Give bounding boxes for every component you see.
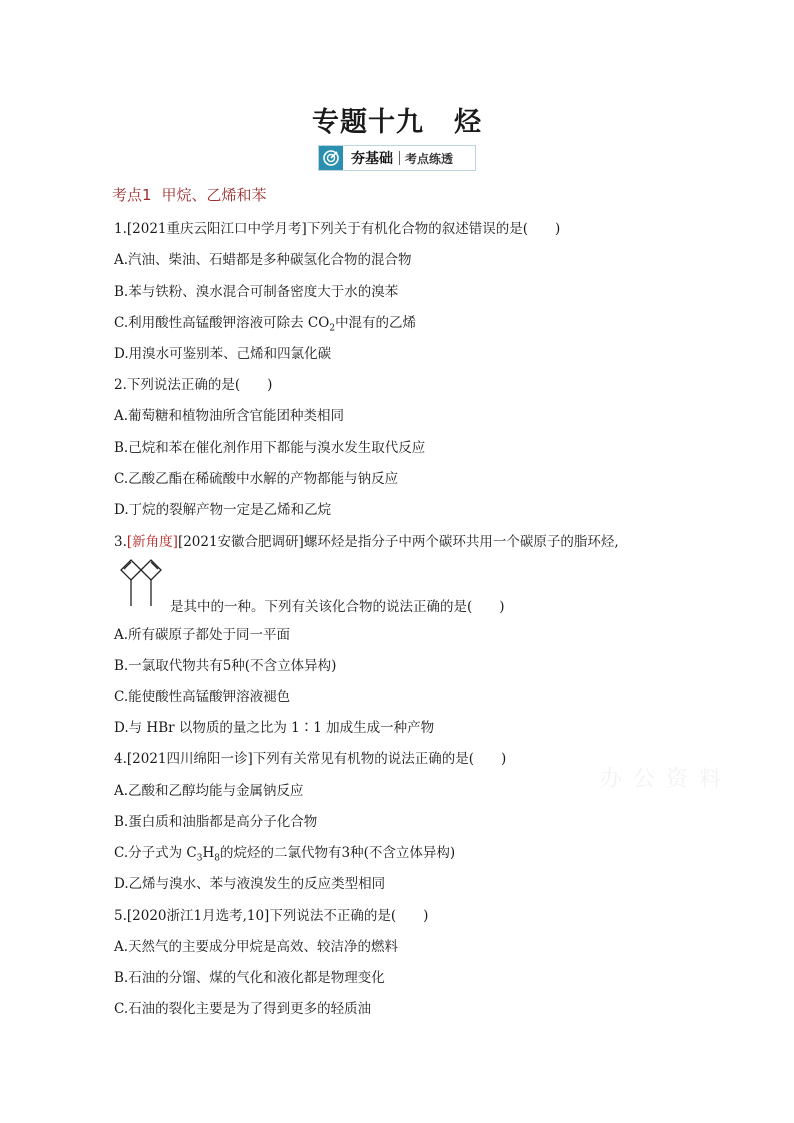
target-icon — [319, 146, 343, 170]
question-3-stem: 3.[新角度][2021安徽合肥调研]螺环烃是指分子中两个碳环共用一个碳原子的脂环烃, — [114, 534, 619, 550]
question-4-option-b: B.蛋白质和油脂都是高分子化合物 — [114, 814, 318, 830]
question-4-option-d: D.乙烯与溴水、苯与液溴发生的反应类型相同 — [114, 876, 386, 892]
question-5-option-a: A.天然气的主要成分甲烷是高效、较洁净的燃料 — [114, 939, 399, 955]
section-banner — [318, 145, 476, 171]
question-4-stem: 4.[2021四川绵阳一诊]下列有关常见有机物的说法正确的是( ) — [114, 751, 507, 767]
question-5-option-b: B.石油的分馏、煤的气化和液化都是物理变化 — [114, 970, 385, 986]
banner-sub: 考点练透 — [405, 151, 454, 166]
question-1-option-b: B.苯与铁粉、溴水混合可制备密度大于水的溴苯 — [114, 284, 399, 300]
question-2-stem: 2.下列说法正确的是( ) — [114, 377, 273, 393]
question-3-stem-continued: 是其中的一种。下列有关该化合物的说法正确的是( ) — [170, 599, 505, 615]
question-2-option-c: C.乙酸乙酯在稀硫酸中水解的产物都能与钠反应 — [114, 471, 399, 487]
page-title: 专题十九 烃 — [312, 107, 482, 138]
question-4-option-a: A.乙酸和乙醇均能与金属钠反应 — [114, 783, 304, 799]
question-1-option-d: D.用溴水可鉴别苯、己烯和四氯化碳 — [114, 346, 332, 362]
question-2-option-a: A.葡萄糖和植物油所含官能团种类相同 — [114, 408, 345, 424]
section-heading: 考点1 甲烷、乙烯和苯 — [112, 186, 267, 204]
left-ring — [121, 560, 141, 580]
watermark: 办 公 资 料 — [600, 767, 723, 792]
banner-main: 夯基础 — [351, 151, 393, 167]
question-1-option-a: A.汽油、柴油、石蜡都是多种碳氢化合物的混合物 — [114, 252, 412, 268]
question-2-option-d: D.丁烷的裂解产物一定是乙烯和乙烷 — [114, 502, 332, 518]
right-ring — [141, 560, 161, 580]
question-3-option-c: C.能使酸性高锰酸钾溶液褪色 — [114, 689, 291, 705]
question-5-stem: 5.[2020浙江1月选考,10]下列说法不正确的是( ) — [114, 908, 429, 924]
new-angle-tag: [新角度] — [126, 534, 178, 550]
question-1-stem: 1.[2021重庆云阳江口中学月考]下列关于有机化合物的叙述错误的是( ) — [114, 221, 561, 237]
question-2-option-b: B.己烷和苯在催化剂作用下都能与溴水发生取代反应 — [114, 440, 426, 456]
question-3-option-b: B.一氯取代物共有5种(不含立体异构) — [114, 658, 337, 674]
spiro-molecule-structure — [113, 558, 169, 610]
question-4-option-c: C.分子式为 $C_3H_8$的烷烃的二氯代物有3种(不含立体异构) — [114, 845, 456, 864]
question-3-option-a: A.所有碳原子都处于同一平面 — [114, 627, 291, 643]
question-3-option-d: D.与 HBr 以物质的量之比为 1∶1 加成生成一种产物 — [114, 720, 435, 736]
question-5-option-c: C.石油的裂化主要是为了得到更多的轻质油 — [114, 1001, 372, 1017]
question-1-option-c: C.利用酸性高锰酸钾溶液可除去 $CO_2$中混有的乙烯 — [114, 315, 417, 334]
